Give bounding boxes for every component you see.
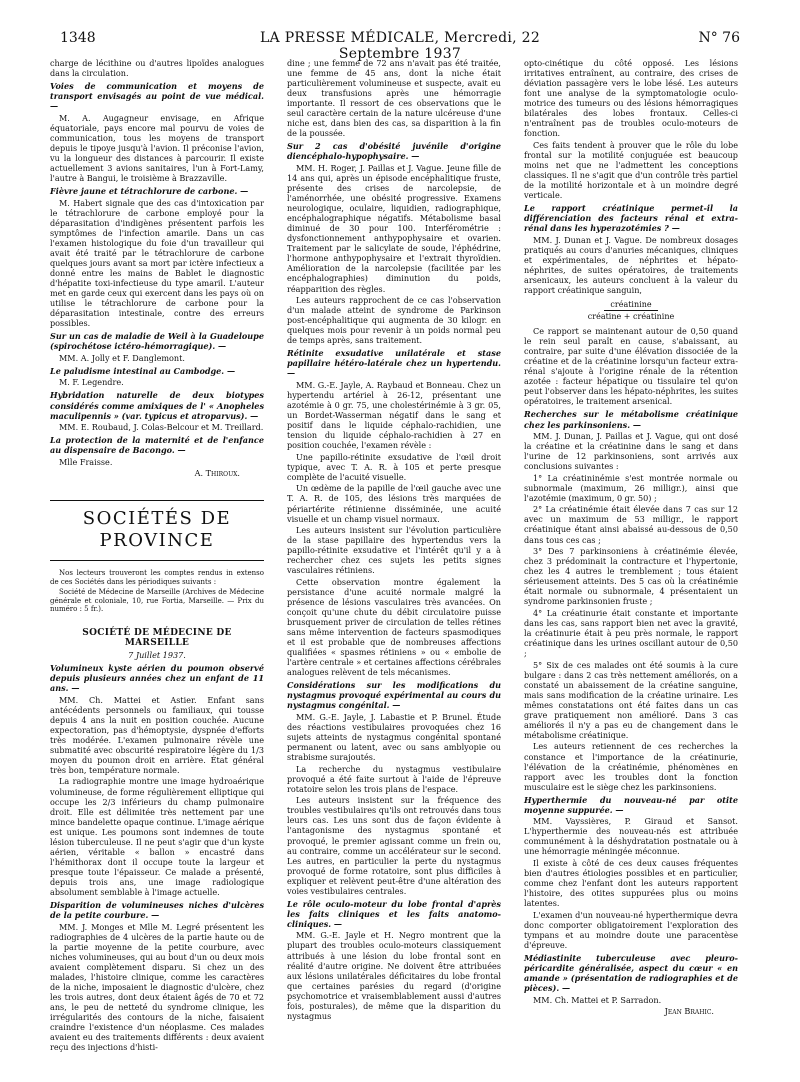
paragraph: MM. G.-E. Jayle, J. Labastie et P. Brunel. Étude des réactions vestibulaires provoquées chez 16 sujets atteints de nystagmus congénital spontané permanent ou latent, avec ou sans amblyopie ou strabisme surajoutés. xyxy=(287,711,501,763)
column-3 xyxy=(524,58,738,1018)
paragraph: MM. A. Jolly et F. Danglemont. xyxy=(59,352,185,363)
paragraph: Les auteurs insistent sur l'évolution particulière de la stase papillaire des hypertendus vers la papillo-rétinite exsudative et l'intérêt qu'il y a à rechercher chez ces sujets les petits signes vasculaires rétiniens. xyxy=(287,525,501,576)
paragraph: MM. Ch. Mattei et P. Sarradon. xyxy=(533,994,662,1005)
paragraph: L'examen d'un nouveau-né hyperthermique devra donc comporter obligatoirement l'exploration des tympans et au moindre doute une paracentèse d'épreuve. xyxy=(524,909,738,950)
column-2 xyxy=(287,58,501,1022)
article-title: Recherches sur le métabolisme créatinique chez les parkinsoniens. — xyxy=(524,409,738,430)
article-title: Hyperthermie du nouveau-né par otite moyenne suppurée. — xyxy=(524,794,738,815)
section-banner: SOCIÉTÉS DE PROVINCE xyxy=(50,500,264,561)
paragraph: La radiographie montre une image hydroaérique volumineuse, de forme régulièrement elliptique qui occupe les 2/3 inférieurs du champ pulmonaire droit. Elle est délimitée très nettement par une mince bandelette opaque continue. L'image aérique est unique. Les poumons sont indemnes de toute lésion tuberculeuse. Il ne peut s'agir que d'un kyste aérien, véritable « ballon » encastré dans l'hémithorax dont il occupe toute la largeur et presque toute l'épaisseur. Ce malade a présenté, depuis trois ans, une image radiologique absolument semblable à l'image actuelle. xyxy=(50,776,264,897)
paragraph: Ces faits tendent à prouver que le rôle du lobe frontal sur la motilité conjuguée est beaucoup moins net que ne l'admettent les conceptions classiques. Il ne s'agit que d'un contrôle très partiel de la motilité horizontale et à un moindre degré verticale. xyxy=(524,139,738,201)
article-title: Rétinite exsudative unilatérale et stase papillaire hétéro-latérale chez un hypertendu. — xyxy=(287,348,501,379)
article-title: Le paludisme intestinal au Cambodge. — xyxy=(50,365,236,376)
paragraph: MM. G.-E. Jayle et H. Negro montrent que la plupart des troubles oculo-moteurs classiquement attribués à une lésion du lobe frontal sont en réalité d'autre origine. Ne doivent être attribuées aux lésions unilatérales déficitaires du lobe frontal que certaines parésies du regard (d'origine psychomotrice et vraisemblablement aussi d'autres fois, posturales), de même que la disparition du nystagmus xyxy=(287,930,501,1021)
article-title: Sur 2 cas d'obésité juvénile d'origine diencéphalo-hypophysaire. — xyxy=(287,141,501,162)
paragraph: Un œdème de la papille de l'œil gauche avec une T. A. R. de 105, des lésions très marquées de périartérite rétinienne disséminée, une acuité visuelle et un champ visuel normaux. xyxy=(287,483,501,524)
paragraph: dine ; une femme de 72 ans n'avait pas été traitée, une femme de 45 ans, dont la niche était particulièrement volumineuse et suspecte, avait eu deux transfusions après une hémorragie importante. Il ressort de ces observations que le seul caractère certain de la nature ulcéreuse d'une niche est, dans bien des cas, sa disparition à la fin de la poussée. xyxy=(287,58,501,139)
session-date: 7 Juillet 1937. xyxy=(128,649,186,660)
creatinine-ratio-formula xyxy=(524,299,738,322)
paragraph: opto-cinétique du côté opposé. Les lésions irritatives entraînent, au contraire, des crises de déviation passagère vers le lobe lésé. Les auteurs font une analyse de la symptomatologie oculo-motrice des tumeurs ou des lésions hémorragiques bilatérales des lobes frontaux. Celles-ci n'entraînent pas de troubles oculo-moteurs de fonction. xyxy=(524,58,738,139)
list-item: 4° La créatinurie était constante et importante dans les cas, sans rapport bien net avec la gravité, la créatinurie était à peu près normale, le rapport créatinique dans les urines oscillant autour de 0,50 ; xyxy=(524,607,738,659)
paragraph: Les auteurs rapprochent de ce cas l'observation d'un malade atteint de syndrome de Parkinson post-encéphalitique qui augmenta de 30 kilogr. en quelques mois pour revenir à un poids normal peu de temps après, sans traitement. xyxy=(287,295,501,346)
paragraph: Les auteurs retiennent de ces recherches la constance et l'importance de la créatinurie, l'élévation de la créatinémie, phénomènes en rapport avec les troubles dont la fonction musculaire est le siège chez les parkinsoniens. xyxy=(524,741,738,792)
paragraph: MM. J. Dunan et J. Vague. De nombreux dosages pratiqués au cours d'anuries mécaniques, cliniques et expérimentales, de néphrites et hépato-néphrites, de suites opératoires, de traitements arsenicaux, les auteurs concluent à la valeur du rapport créatinique sanguin, xyxy=(524,234,738,296)
paragraph: charge de lécithine ou d'autres lipoïdes analogues dans la circulation. xyxy=(50,58,264,79)
paragraph: Ce rapport se maintenant autour de 0,50 quand le rein seul paraît en cause, s'abaissant, au contraire, par suite d'une élévation dissociée de la créatine et de la créatinine lorsqu'un facteur extra-rénal s'ajoute à l'origine rénale de la rétention azotée : facteur hépatique ou tissulaire tel qu'on peut l'observer dans les hépato-néphrites, les suites opératoires, le traitement arsenical. xyxy=(524,326,738,407)
paragraph: MM. G.-E. Jayle, A. Raybaud et Bonneau. Chez un hypertendu artériel à 26-12, présentant une azotémie à 0 gr. 75, une cholestérinémie à 3 gr. 05, un Bordet-Wasserman négatif dans le sang et positif dans le liquide céphalo-rachidien, une tension du liquide céphalo-rachidien à 27 en position couchée, l'examen révèle : xyxy=(287,379,501,451)
article-title: Disparition de volumineuses niches d'ulcères de la petite courbure. — xyxy=(50,900,264,921)
paragraph: MM. Vayssières, P. Giraud et Sansot. L'hyperthermie des nouveau-nés est attribuée communément à la déshydratation postnatale ou à une hémorragie méningée méconnue. xyxy=(524,816,738,857)
column-1 xyxy=(50,58,264,1054)
article-title: Le rôle oculo-moteur du lobe frontal d'après les faits cliniques et les faits anatomo-cliniques. — xyxy=(287,898,501,929)
list-item: 2° La créatinémie était élevée dans 7 cas sur 12 avec un maximum de 53 milligr., le rapport créatinique étant ainsi abaissé au-dessous de 0,50 dans tous ces cas ; xyxy=(524,504,738,545)
intro-note: Société de Médecine de Marseille (Archives de Médecine générale et coloniale, 10, rue Fortia, Marseille. — Prix du numéro : 5 fr.). xyxy=(50,588,264,614)
article-title: Fièvre jaune et tétrachlorure de carbone. — xyxy=(50,186,249,197)
signature: Jean Brahic. xyxy=(664,1006,714,1017)
formula-numerator: créatinine xyxy=(604,299,657,311)
article-title: Considérations sur les modifications du nystagmus provoqué expérimental au cours du nystagmus congénital. — xyxy=(287,680,501,711)
paragraph: Il existe à côté de ces deux causes fréquentes bien d'autres étiologies possibles et en particulier, comme chez l'enfant dont les auteurs rapportent l'histoire, des otites suppurées plus ou moins latentes. xyxy=(524,857,738,909)
paragraph: M. F. Legendre. xyxy=(59,377,124,388)
formula-denominator: créatine + créatinine xyxy=(587,312,675,322)
paragraph: MM. J. Dunan, J. Paillas et J. Vague, qui ont dosé la créatine et la créatinine dans le sang et dans l'urine de 12 parkinsoniens, sont arrivés aux conclusions suivantes : xyxy=(524,431,738,472)
article-title: Le rapport créatinique permet-il la différenciation des facteurs rénal et extra-rénal dans les hyperazotémies ? — xyxy=(524,203,738,234)
paragraph: M. A. Augagneur envisage, en Afrique équatoriale, pays encore mal pourvu de voies de communication, tous les moyens de transport depuis le tipoye jusqu'à l'avion. Il préconise l'avion, vu la longueur des distances à parcourir. Il existe actuellement 3 avions sanitaires, l'un à Fort-Lamy, l'autre à Bangui, le troisième à Brazzaville. xyxy=(50,112,264,184)
issue-date: Mercredi, 22 Septembre 1937 xyxy=(338,30,541,62)
article-title: Sur un cas de maladie de Weil à la Guadeloupe (spirochétose ictéro-hémorragique). — xyxy=(50,331,264,352)
paragraph: MM. H. Roger, J. Paillas et J. Vague. Jeune fille de 14 ans qui, après un épisode encéphalitique fruste, présente des crises de narcolepsie, de l'aménorrhée, une obésité progressive. Examens neurologique, oculaire, liquidien, radiographique, encéphalographique négatifs. Métabolisme basal diminué de 30 pour 100. Interférométrie : dysfonctionnement anthypophysaire et ovarien. Traitement par le salicylate de soude, l'éphédrine, l'hormone anthypophysaire et l'extrait thyroïdien. Amélioration de la narcolepsie (facilitée par les encéphalographies) diminution du poids, réapparition des règles. xyxy=(287,162,501,294)
list-item: 1° La créatininémie s'est montrée normale ou subnormale (maximum, 26 milligr.), ainsi que l'azotémie (maximum, 0 gr. 50) ; xyxy=(524,472,738,503)
paragraph: M. Habert signale que des cas d'intoxication par le tétrachlorure de carbone employé pour la déparasitation d'indigènes présentent parfois les symptômes de l'infection amarile. Dans un cas l'examen histologique du foie d'un travailleur qui avait été traité par le tétrachlorure de carbone quelques jours avant sa mort par ictère infectieux a donné entre les mains de Bablet le diagnostic d'hépatite toxi-infectieuse du type amaril. L'auteur met en garde ceux qui exercent dans les pays où on utilise le tétrachlorure de carbone pour la déparasitation intestinale, contre des erreurs possibles. xyxy=(50,197,264,329)
issue-number: N° 76 xyxy=(698,30,740,46)
article-title: La protection de la maternité et de l'enfance au dispensaire de Bacongo. — xyxy=(50,435,264,456)
list-item: 3° Des 7 parkinsoniens à créatinémie élevée, chez 3 prédominait la contracture et l'hypertonie, chez les 4 autres le tremblement ; tous étaient sérieusement atteints. Des 5 cas où la créatinémie était normale ou subnormale, 4 présentaient un syndrome parkinsonien fruste ; xyxy=(524,546,738,607)
paragraph: MM. Ch. Mattei et Astier. Enfant sans antécédents personnels ou familiaux, qui tousse depuis 4 ans la nuit en position couchée. Aucune expectoration, pas d'hémoptysie, dyspnée d'efforts très modérée. L'examen pulmonaire révèle une submatité avec obscurité respiratoire légère du 1/3 moyen du poumon droit en arrière. État général très bon, température normale. xyxy=(50,694,264,775)
paragraph: Les auteurs insistent sur la fréquence des troubles vestibulaires qu'ils ont retrouvés dans tous leurs cas. Les uns sont dus de façon évidente à l'antagonisme des nystagmus spontané et provoqué, le premier agissant comme un frein ou, au contraire, comme un accélérateur sur le second. Les autres, en particulier la perte du nystagmus provoqué de forme rotatoire, sont plus difficiles à expliquer et relèvent peut-être d'une altération des voies vestibulaires centrales. xyxy=(287,795,501,896)
paragraph: MM. J. Monges et Mlle M. Legré présentent les radiographies de 4 ulcères de la partie haute ou de la partie moyenne de la petite courbure, avec niches volumineuses, qui au bout d'un ou deux mois avaient complètement disparu. Si chez un des malades, l'histoire clinique, comme les caractères de la niche, imposaient le diagnostic d'ulcère, chez les trois autres, dont deux étaient âgés de 70 et 72 ans, le peu de netteté du syndrome clinique, les irrégularités des contours de la niche, faisaient craindre l'existence d'un néoplasme. Ces malades avaient eu des traitements différents : deux avaient reçu des injections d'histi- xyxy=(50,921,264,1053)
article-title: Médiastinite tuberculeuse avec pleuro-péricardite généralisée, aspect du cœur « en amande » (présentation de radiographies et de pièces). — xyxy=(524,952,738,994)
article-title: Voies de communication et moyens de transport envisagés au point de vue médical. — xyxy=(50,81,264,112)
list-item: 5° Six de ces malades ont été soumis à la cure bulgare : dans 2 cas très nettement améliorés, on a constaté un abaissement de la créatine sanguine, mais sans modification de la créatine urinaire. Les mêmes constatations ont été faites dans un cas grave pratiquement non amélioré. Dans 3 cas améliorés il n'y a pas eu de changement dans le métabolisme créatinique. xyxy=(524,659,738,740)
paragraph: La recherche du nystagmus vestibulaire provoqué a été faite surtout à l'aide de l'épreuve rotatoire selon les trois plans de l'espace. xyxy=(287,763,501,794)
paragraph: Mlle Fraisse. xyxy=(59,456,113,467)
page-header xyxy=(60,30,740,62)
society-title: SOCIÉTÉ DE MÉDECINE DE MARSEILLE xyxy=(82,627,232,648)
page-number: 1348 xyxy=(60,30,96,46)
paragraph: Une papillo-rétinite exsudative de l'œil droit typique, avec T. A. R. à 105 et perte presque complète de l'acuité visuelle. xyxy=(287,451,501,482)
signature: A. Thiroux. xyxy=(194,468,240,479)
article-title: Hybridation naturelle de deux biotypes considérés comme amixiques de l' « Anopheles maculipennis » (var. typicus et atroparvus). — xyxy=(50,390,264,421)
article-title: Volumineux kyste aérien du poumon observé depuis plusieurs années chez un enfant de 11 ans. — xyxy=(50,662,264,694)
paragraph: Cette observation montre également la persistance d'une acuité normale malgré la présence de lésions vasculaires très avancées. On conçoit qu'une chute du débit circulatoire puisse brusquement priver de circulation de telles rétines sans même intervention de facteurs spasmodiques et il est probable que de nombreuses affections qualifiées « spasmes rétiniens » ou « embolie de l'artère centrale » et certaines affections cérébrales analogues relèvent de tels mécanismes. xyxy=(287,576,501,678)
paragraph: MM. E. Roubaud, J. Colas-Belcour et M. Treillard. xyxy=(59,422,264,433)
intro-note: Nos lecteurs trouveront les comptes rendus in extenso de ces Sociétés dans les périodiques suivants : xyxy=(50,569,264,586)
journal-name: LA PRESSE MÉDICALE, xyxy=(259,30,440,46)
